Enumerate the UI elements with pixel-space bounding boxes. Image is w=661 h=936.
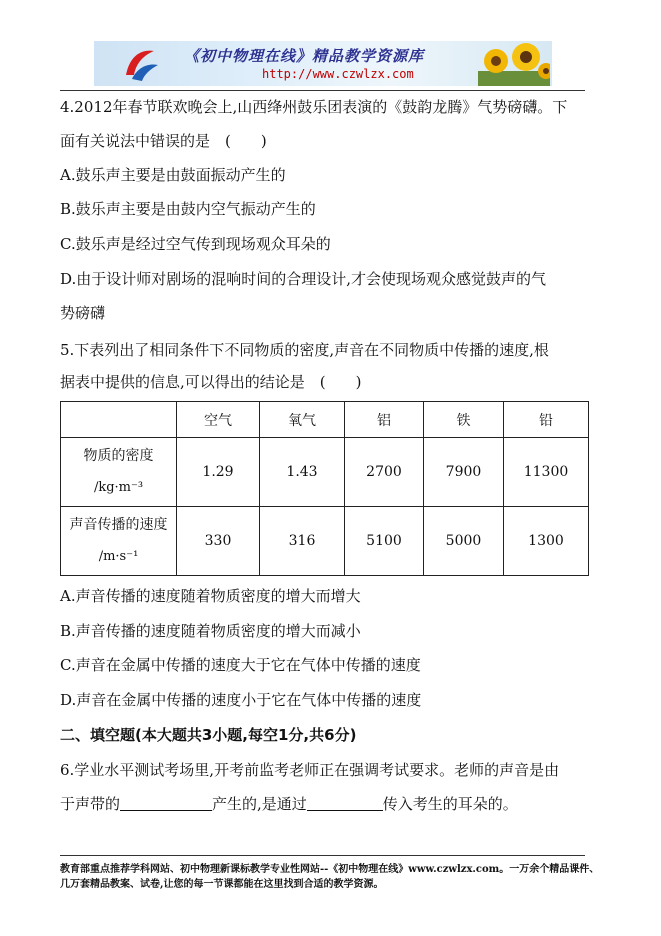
q4-option-d-cont: 势磅礴	[60, 304, 106, 322]
table-corner-cell	[61, 402, 177, 438]
table-cell: 5100	[345, 507, 424, 576]
answer-blank-1[interactable]	[120, 795, 212, 811]
q6-text-a: 于声带的	[60, 795, 121, 813]
q5-stem-line1: 5.下表列出了相同条件下不同物质的密度,声音在不同物质中传播的速度,根	[60, 341, 549, 359]
q5-option-a: A.声音传播的速度随着物质密度的增大而增大	[60, 587, 361, 605]
q5-option-b: B.声音传播的速度随着物质密度的增大而减小	[60, 622, 361, 640]
section-heading: 二、填空题(本大题共3小题,每空1分,共6分)	[60, 726, 357, 744]
density-speed-table	[60, 401, 589, 576]
q4-option-c: C.鼓乐声是经过空气传到现场观众耳朵的	[60, 235, 331, 253]
banner-title: 《初中物理在线》精品教学资源库	[184, 47, 425, 65]
table-cell: 1.43	[260, 438, 345, 507]
q5-stem-line2: 据表中提供的信息,可以得出的结论是 ( )	[60, 373, 362, 391]
sunflower-icon	[478, 41, 550, 86]
table-row-label	[61, 438, 177, 507]
table-cell: 2700	[345, 438, 424, 507]
header-banner	[94, 41, 552, 86]
table-cell: 1.29	[177, 438, 260, 507]
table-row	[61, 507, 589, 576]
density-unit: /kg·m⁻³	[93, 480, 144, 495]
table-row-label	[61, 507, 177, 576]
header-divider	[60, 90, 585, 91]
footer-line2: 几万套精品教案、试卷,让您的每一节课都能在这里找到合适的教学资源。	[60, 879, 384, 890]
banner-url: http://www.czwlzx.com	[262, 67, 414, 81]
site-logo-icon	[120, 45, 160, 83]
table-cell: 316	[260, 507, 345, 576]
footer	[60, 862, 620, 892]
table-header-cell: 空气	[177, 402, 260, 438]
table-cell: 5000	[424, 507, 504, 576]
q5-option-c: C.声音在金属中传播的速度大于它在气体中传播的速度	[60, 656, 421, 674]
footer-divider	[60, 855, 585, 856]
q4-option-a: A.鼓乐声主要是由鼓面振动产生的	[60, 166, 286, 184]
table-header-cell: 氧气	[260, 402, 345, 438]
table-header-cell: 铁	[424, 402, 504, 438]
table-cell: 7900	[424, 438, 504, 507]
speed-unit: /m·s⁻¹	[98, 549, 139, 564]
table-header-row	[61, 402, 589, 438]
footer-line1: 教育部重点推荐学科网站、初中物理新课标教学专业性网站--《初中物理在线》www.czwlzx.com。一万余个精品课件、	[60, 864, 600, 875]
answer-blank-2[interactable]	[307, 795, 383, 811]
q6-stem-line1: 6.学业水平测试考场里,开考前监考老师正在强调考试要求。老师的声音是由	[60, 761, 560, 779]
q4-stem-line2: 面有关说法中错误的是 ( )	[60, 132, 267, 150]
q4-option-b: B.鼓乐声主要是由鼓内空气振动产生的	[60, 200, 316, 218]
q4-option-d: D.由于设计师对剧场的混响时间的合理设计,才会使现场观众感觉鼓声的气	[60, 270, 547, 288]
table-header-cell: 铝	[345, 402, 424, 438]
q6-text-b: 产生的,是通过	[212, 795, 307, 813]
speed-label: 声音传播的速度	[69, 517, 168, 533]
table-row	[61, 438, 589, 507]
table-header-cell: 铅	[504, 402, 589, 438]
q5-option-d: D.声音在金属中传播的速度小于它在气体中传播的速度	[60, 691, 422, 709]
q4-stem-line1: 4.2012年春节联欢晚会上,山西绛州鼓乐团表演的《鼓韵龙腾》气势磅礴。下	[60, 98, 568, 116]
q6-stem-line2	[60, 794, 518, 814]
table-cell: 330	[177, 507, 260, 576]
table-cell: 1300	[504, 507, 589, 576]
density-label: 物质的密度	[83, 448, 154, 464]
table-cell: 11300	[504, 438, 589, 507]
q6-text-c: 传入考生的耳朵的。	[382, 795, 518, 813]
